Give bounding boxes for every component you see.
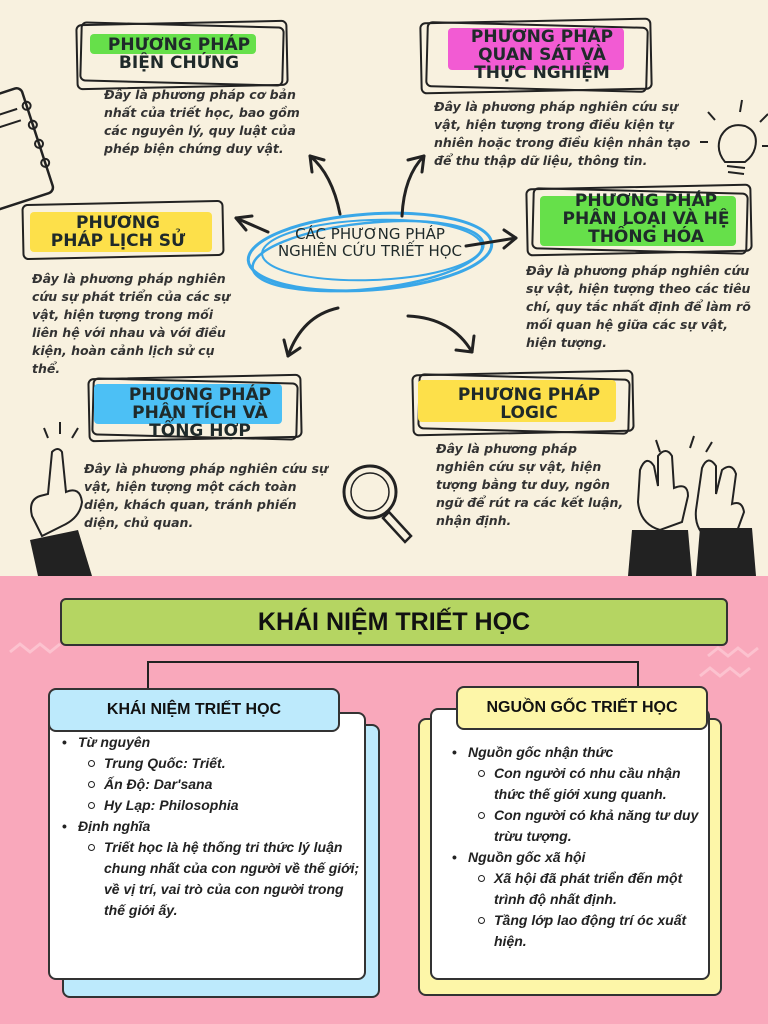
center-title: CÁC PHƯƠNG PHÁP NGHIÊN CỨU TRIẾT HỌC bbox=[277, 225, 463, 260]
concept-banner bbox=[60, 598, 728, 646]
arrow-to-phan-tich bbox=[288, 308, 338, 356]
sub-list-item: Xã hội đã phát triển đến một trình độ nhất định. bbox=[446, 868, 708, 910]
right-heading: NGUỒN GỐC TRIẾT HỌC bbox=[456, 686, 708, 730]
method-title-phan-loai: PHƯƠNG PHÁP PHÂN LOẠI VÀ HỆ THỐNG HÓA bbox=[562, 191, 730, 247]
left-list bbox=[56, 732, 362, 921]
sub-list-item: Tầng lớp lao động trí óc xuất hiện. bbox=[446, 910, 708, 952]
sub-list-item: Ấn Độ: Dar'sana bbox=[56, 774, 362, 795]
method-title-phan-tich: PHƯƠNG PHÁP PHÂN TÍCH VÀ TỔNG HỢP bbox=[128, 385, 272, 441]
connector-lines bbox=[148, 662, 638, 688]
method-desc-quan-sat: Đây là phương pháp nghiên cứu sự vật, hiện tượng trong điều kiện tự nhiên hoặc trong điều kiện nhân tạo để thu thập dữ liệu, thông tin. bbox=[434, 99, 691, 168]
sub-list-item: Triết học là hệ thống tri thức lý luận chung nhất của con người về thế giới; về vị trí, vai trò của con người trong thế giới ấy. bbox=[56, 837, 362, 921]
lightbulb-icon bbox=[700, 100, 768, 174]
left-heading: KHÁI NIỆM TRIẾT HỌC bbox=[48, 688, 340, 732]
magnifier-icon bbox=[344, 466, 411, 542]
sub-list-item: Trung Quốc: Triết. bbox=[56, 753, 362, 774]
list-item: • Định nghĩa bbox=[56, 816, 362, 837]
method-desc-phan-tich: Đây là phương pháp nghiên cứu sự vật, hiện tượng một cách toàn diện, khách quan, tránh phiến diện, chủ quan. bbox=[84, 461, 328, 530]
list-item: • Nguồn gốc nhận thức bbox=[446, 742, 708, 763]
pointing-hand-icon bbox=[30, 422, 92, 576]
sub-list-item: Con người có nhu cầu nhận thức thế giới xung quanh. bbox=[446, 763, 708, 805]
method-desc-bien-chung: Đây là phương pháp cơ bản nhất của triết học, bao gồm các nguyên lý, quy luật của phép biện chứng duy vật. bbox=[104, 87, 300, 156]
method-desc-logic: Đây là phương pháp nghiên cứu sự vật, hiện tượng bằng tư duy, ngôn ngữ để rút ra các kết luận, nhận định. bbox=[436, 441, 624, 528]
concept-banner-title: KHÁI NIỆM TRIẾT HỌC bbox=[257, 607, 531, 636]
sub-list-item: Hy Lạp: Philosophia bbox=[56, 795, 362, 816]
method-desc-lich-su: Đây là phương pháp nghiên cứu sự phát triển của các sự vật, hiện tượng trong mối liên hệ với nhau và với điều kiện, hoàn cảnh lịch sử cụ thể. bbox=[32, 271, 231, 376]
arrow-to-quan-sat bbox=[402, 156, 424, 216]
method-title-quan-sat: PHƯƠNG PHÁP QUAN SÁT VÀ THỰC NGHIỆM bbox=[470, 27, 614, 83]
method-title-lich-su: PHƯƠNG PHÁP LỊCH SỬ bbox=[50, 213, 186, 251]
arrow-to-logic bbox=[408, 316, 472, 352]
list-item: • Nguồn gốc xã hội bbox=[446, 847, 708, 868]
list-item: • Từ nguyên bbox=[56, 732, 362, 753]
arrow-to-bien-chung bbox=[310, 156, 340, 214]
concept-section bbox=[0, 576, 768, 1024]
sub-list-item: Con người có khả năng tư duy trừu tượng. bbox=[446, 805, 708, 847]
notebook-icon bbox=[0, 86, 58, 213]
method-title-bien-chung: PHƯƠNG PHÁP BIỆN CHỨNG bbox=[107, 35, 251, 73]
raised-hands-icon bbox=[628, 436, 756, 576]
right-list bbox=[446, 742, 708, 952]
method-desc-phan-loai: Đây là phương pháp nghiên cứu sự vật, hiện tượng theo các tiêu chí, quy tắc nhất định để làm rõ mối quan hệ giữa các sự vật, hiện tượng. bbox=[526, 263, 751, 350]
method-title-logic: PHƯƠNG PHÁP LOGIC bbox=[457, 385, 601, 423]
